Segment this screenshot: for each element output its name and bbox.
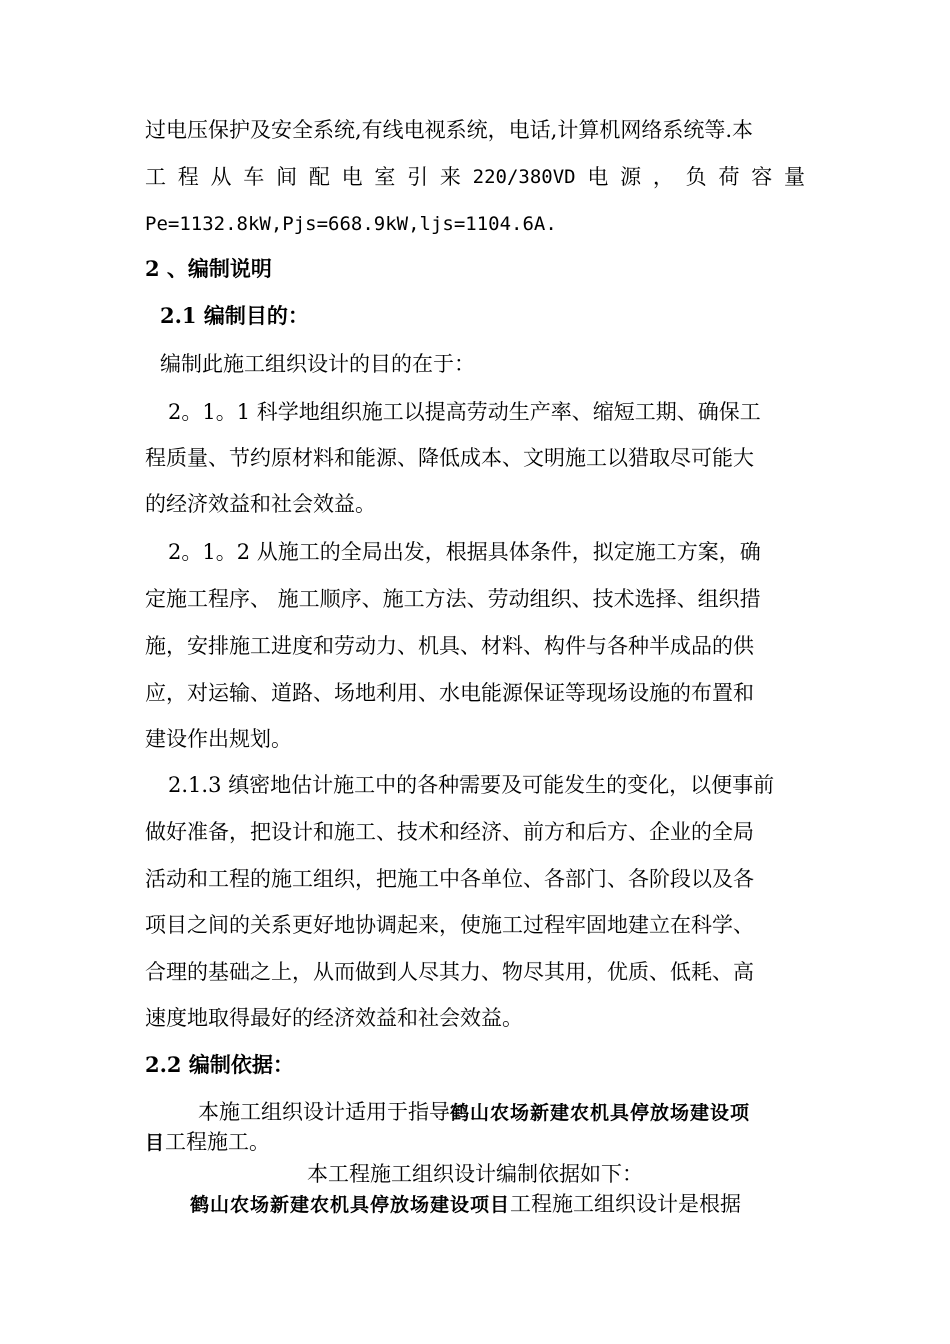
item-2-1-2-line-2: 定施工程序、 施工顺序、施工方法、劳动组织、技术选择、组织措 bbox=[145, 587, 761, 611]
basis-paragraph-1-prefix: 本施工组织设计适用于指导 bbox=[198, 1100, 450, 1124]
basis-paragraph-1-line-2 bbox=[145, 1128, 805, 1157]
basis-paragraph-3-suffix: 工程施工组织设计是根据 bbox=[510, 1192, 742, 1216]
project-name: 鹤山农场新建农机具停放场建设项目 bbox=[190, 1194, 511, 1216]
subsection-2-1-intro: 编制此施工组织设计的目的在于： bbox=[160, 352, 475, 376]
item-2-1-2-line-3: 施，安排施工进度和劳动力、机具、材料、构件与各种半成品的供 bbox=[145, 634, 754, 658]
power-paragraph-line-3: Pe=1132.8kW,Pjs=668.9kW,ljs=1104.6A. bbox=[145, 213, 557, 235]
item-2-1-2-line-4: 应，对运输、道路、场地利用、水电能源保证等现场设施的布置和 bbox=[145, 681, 754, 705]
basis-paragraph-3 bbox=[190, 1190, 805, 1219]
power-paragraph-line-2-char: 车 bbox=[243, 165, 265, 189]
power-paragraph-line-2-char: 源 bbox=[620, 165, 642, 189]
power-paragraph-line-2-char: 程 bbox=[177, 165, 199, 189]
item-2-1-3-line-3: 活动和工程的施工组织，把施工中各单位、各部门、各阶段以及各 bbox=[145, 867, 754, 891]
power-paragraph-line-2-char: 电 bbox=[587, 165, 609, 189]
basis-paragraph-2: 本工程施工组织设计编制依据如下： bbox=[307, 1162, 643, 1186]
power-paragraph-line-2-char: 引 bbox=[407, 165, 429, 189]
item-2-1-2-line-1: 2。1。2 从施工的全局出发，根据具体条件，拟定施工方案，确 bbox=[168, 540, 761, 564]
item-2-1-3-line-6: 速度地取得最好的经济效益和社会效益。 bbox=[145, 1006, 523, 1030]
power-paragraph-line-2-char: 从 bbox=[210, 165, 232, 189]
power-paragraph-line-2-char: 荷 bbox=[718, 165, 740, 189]
power-paragraph-line-1: 过电压保护及安全系统,有线电视系统，电话,计算机网络系统等.本 bbox=[145, 118, 754, 142]
item-2-1-3-line-5: 合理的基础之上，从而做到人尽其力、物尽其用，优质、低耗、高 bbox=[145, 960, 754, 984]
project-name-part-a: 鹤山农场新建农机具停放场建设项 bbox=[450, 1102, 751, 1124]
item-2-1-2-line-5: 建设作出规划。 bbox=[145, 727, 292, 751]
basis-paragraph-1-suffix: 工程施工。 bbox=[165, 1130, 271, 1154]
power-paragraph-line-2-char: 电 bbox=[341, 165, 363, 189]
subsection-heading-2-1: 2.1 编制目的： bbox=[160, 303, 309, 328]
power-paragraph-line-2-char: 负 bbox=[685, 165, 707, 189]
power-paragraph-line-2-char: 室 bbox=[374, 165, 396, 189]
item-2-1-3-line-4: 项目之间的关系更好地协调起来，使施工过程牢固地建立在科学、 bbox=[145, 913, 754, 937]
section-heading-2: 2 、编制说明 bbox=[145, 256, 272, 281]
basis-paragraph-1-line-1 bbox=[198, 1098, 805, 1127]
subsection-heading-2-2: 2.2 编制依据： bbox=[145, 1052, 294, 1077]
item-2-1-1-line-3: 的经济效益和社会效益。 bbox=[145, 492, 376, 516]
project-name-part-b: 目 bbox=[145, 1132, 166, 1154]
power-paragraph-line-2-char: 配 bbox=[308, 165, 330, 189]
item-2-1-3-line-1: 2.1.3 缜密地估计施工中的各种需要及可能发生的变化，以便事前 bbox=[168, 773, 775, 797]
item-2-1-3-line-2: 做好准备，把设计和施工、技术和经济、前方和后方、企业的全局 bbox=[145, 820, 754, 844]
power-paragraph-line-2-char: 220/380VD bbox=[472, 166, 576, 188]
power-paragraph-line-2-char: ， bbox=[652, 165, 674, 189]
power-paragraph-line-2-char: 容 bbox=[751, 165, 773, 189]
power-paragraph-line-2-char: 间 bbox=[276, 165, 298, 189]
power-paragraph-line-2-char: 工 bbox=[145, 165, 166, 189]
power-paragraph-line-2-char: 来 bbox=[439, 165, 461, 189]
item-2-1-1-line-2: 程质量、节约原材料和能源、降低成本、文明施工以猎取尽可能大 bbox=[145, 446, 754, 470]
power-paragraph-line-2 bbox=[145, 163, 805, 191]
power-paragraph-line-2-char: 量 bbox=[783, 165, 805, 189]
item-2-1-1-line-1: 2。1。1 科学地组织施工以提高劳动生产率、缩短工期、确保工 bbox=[168, 400, 761, 424]
